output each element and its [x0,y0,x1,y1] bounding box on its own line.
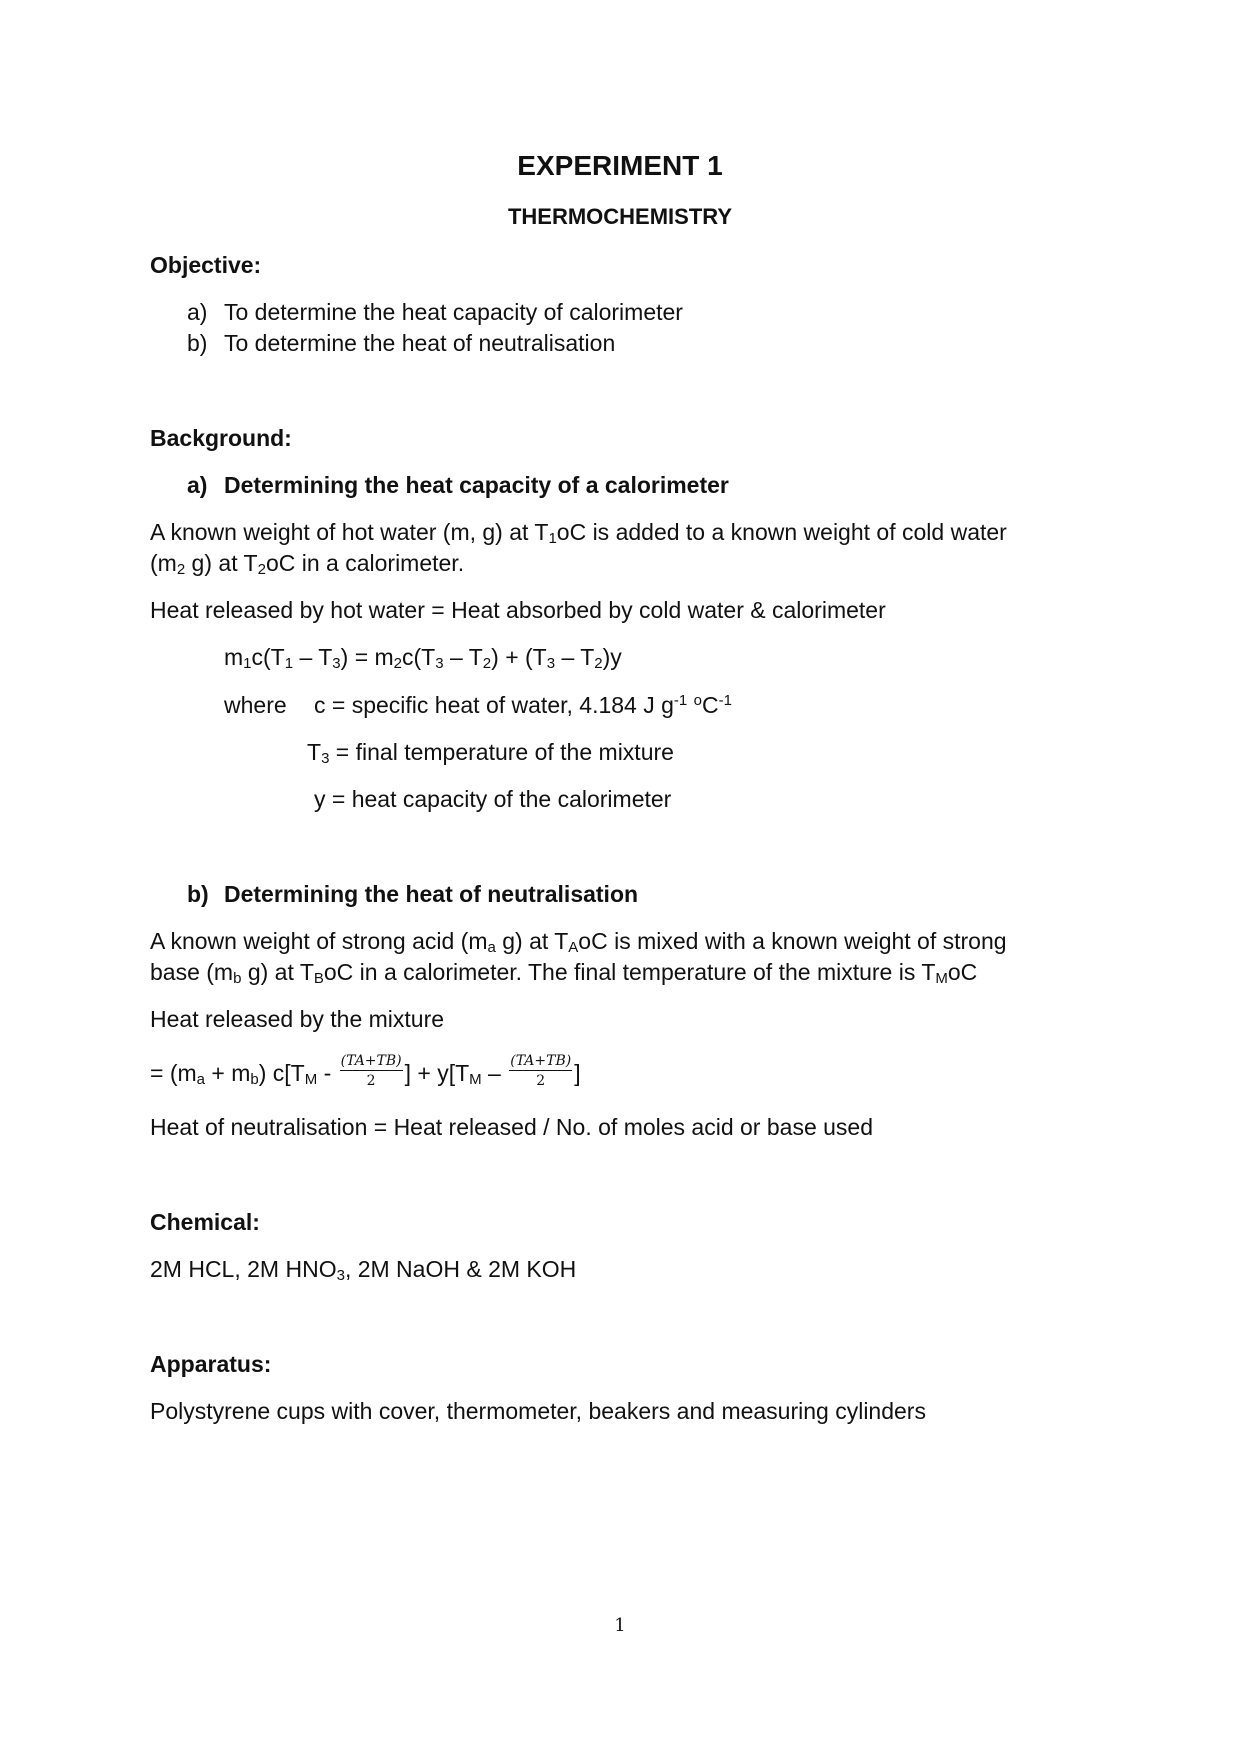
where-c-definition: c = specific heat of water, 4.184 J $g^{-1}$ $^oC^{-1}$ [314,692,732,718]
heat-balance-statement: Heat released by hot water = Heat absorbed by cold water & calorimeter [150,597,886,623]
list-marker: b) [187,330,208,356]
part-a-paragraph-line1: A known weight of hot water (m, g) at $T_1oC$ is added to a known weight of cold water [150,519,1007,547]
part-b-marker: b) [187,881,209,907]
objective-item [187,330,616,356]
part-b-heading [187,881,639,907]
background-heading: Background: [150,425,292,451]
part-b-title: Determining the heat of neutralisation [224,881,639,907]
heat-released-formula: = $(m_a + m_b)$ $c[T_M$ - $\frac{(TA+TB)}{2}$ ] + $y[T_M$ – $\frac{(TA+TB)}{2}$ ] [150,1053,581,1089]
where-label: where [224,692,287,718]
page-subtitle: THERMOCHEMISTRY [507,204,733,229]
part-a-title: Determining the heat capacity of a calorimeter [224,472,729,498]
part-b-paragraph-line2: base ($m_b$ g) at $T_BoC$ in a calorimeter. The final temperature of the mixture is $T_MoC$ [150,959,978,987]
page-title: EXPERIMENT 1 [517,150,723,181]
neutralisation-statement: Heat of neutralisation = Heat released / No. of moles acid or base used [150,1114,873,1140]
calorimeter-equation: $m_1c(T_1 - T_3) = m_2c(T_3 - T_2) + (T_3 - T_2)y$ [224,644,622,672]
apparatus-heading: Apparatus: [150,1351,272,1377]
page-number: 1 [614,1615,626,1636]
objective-heading: Objective: [150,252,262,278]
list-text: To determine the heat of neutralisation [224,330,616,356]
apparatus-list: Polystyrene cups with cover, thermometer, beakers and measuring cylinders [150,1398,926,1424]
fraction: $\frac{(TA+TB)}{2}$ [340,1053,402,1089]
where-y-definition: y = heat capacity of the calorimeter [314,786,672,812]
chemical-list: 2M HCL, 2M $HNO_3$, 2M NaOH & 2M KOH [150,1256,577,1284]
where-t3-definition: $T_3$ = final temperature of the mixture [307,739,674,767]
part-b-paragraph-line1: A known weight of strong acid ($m_a$ g) at $T_AoC$ is mixed with a known weight of strong [150,928,1007,956]
objective-item [187,299,683,325]
heat-released-label: Heat released by the mixture [150,1006,445,1032]
list-marker: a) [187,299,208,325]
chemical-heading: Chemical: [150,1209,260,1235]
list-text: To determine the heat capacity of calorimeter [224,299,683,325]
fraction: $\frac{(TA+TB)}{2}$ [510,1053,572,1089]
part-a-marker: a) [187,472,208,498]
part-a-paragraph-line2: ($m_2$ g) at $T_2oC$ in a calorimeter. [150,550,465,578]
part-a-heading [187,472,729,498]
